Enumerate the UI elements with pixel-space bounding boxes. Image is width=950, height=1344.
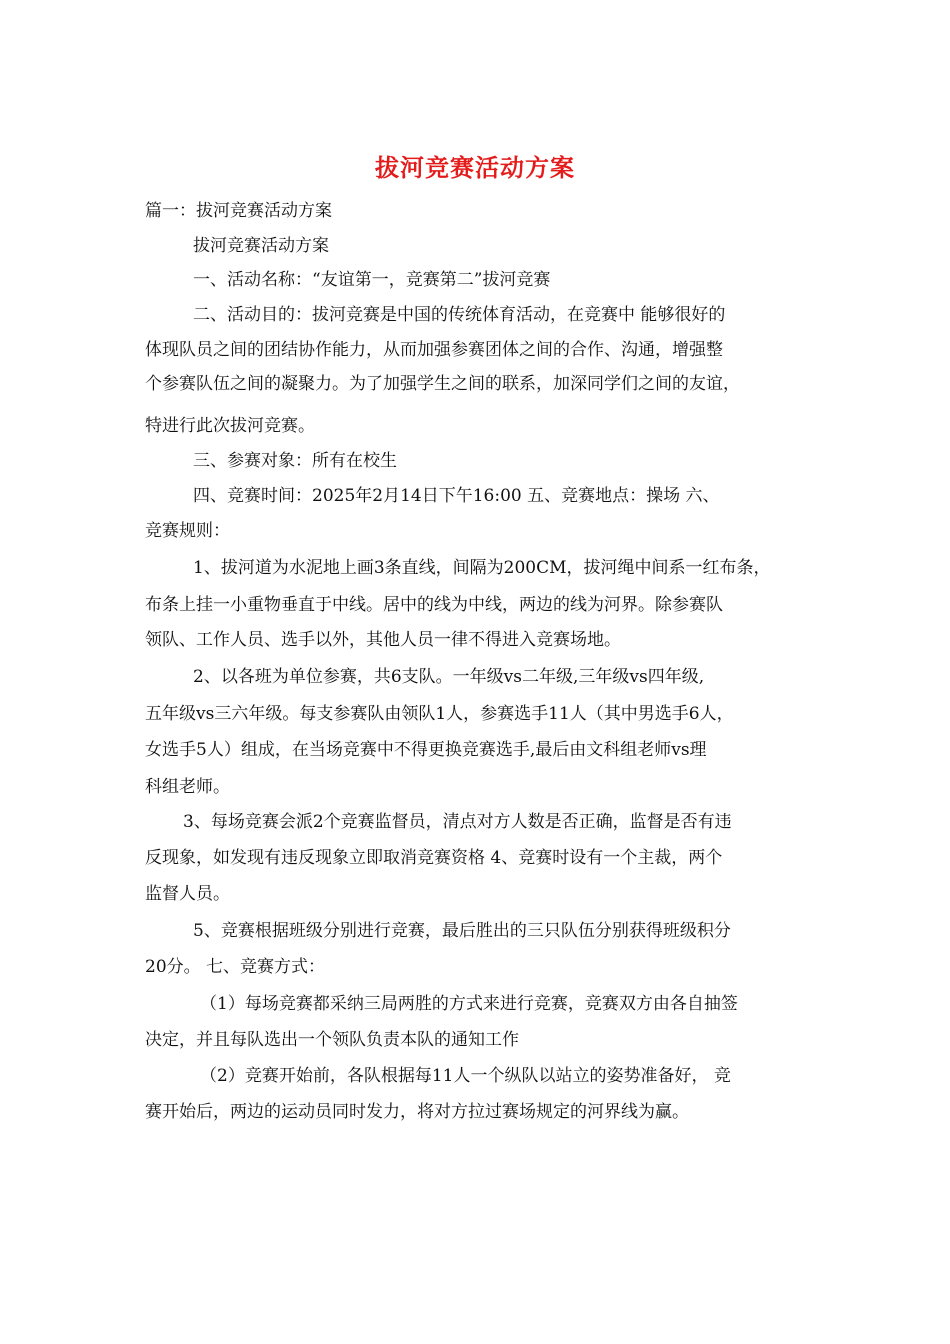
body-line: 决定，并且每队选出一个领队负责本队的通知工作 — [145, 1030, 519, 1050]
body-line: 篇一：拔河竞赛活动方案 — [145, 201, 332, 221]
body-line: 二、活动目的：拔河竞赛是中国的传统体育活动，在竞赛中 能够很好的 — [193, 305, 726, 325]
document-title: 拔河竞赛活动方案 — [375, 153, 575, 182]
body-line: 监督人员。 — [145, 884, 230, 904]
body-line: 四、竞赛时间：2025年2月14日下午16:00 五、竞赛地点：操场 六、 — [193, 486, 720, 506]
body-line: 3、每场竞赛会派2个竞赛监督员，清点对方人数是否正确，监督是否有违 — [183, 812, 732, 832]
body-line: 赛开始后，两边的运动员同时发力，将对方拉过赛场规定的河界线为赢。 — [145, 1102, 689, 1122]
body-line: 领队、工作人员、选手以外，其他人员一律不得进入竞赛场地。 — [145, 630, 621, 650]
body-line: （2）竞赛开始前，各队根据每11人一个纵队以站立的姿势准备好， 竞 — [200, 1066, 731, 1086]
body-line: 反现象，如发现有违反现象立即取消竞赛资格 4、竞赛时设有一个主裁，两个 — [145, 848, 723, 868]
body-line: 一、活动名称：“友谊第一，竞赛第二”拔河竞赛 — [193, 270, 551, 290]
body-line: 体现队员之间的团结协作能力，从而加强参赛团体之间的合作、沟通，增强整 — [145, 340, 723, 360]
body-line: 1、拔河道为水泥地上画3条直线，间隔为200CM，拔河绳中间系一红布条， — [193, 558, 771, 578]
body-line: 20分。 七、竞赛方式： — [145, 957, 326, 977]
body-line: 5、竞赛根据班级分别进行竞赛，最后胜出的三只队伍分别获得班级积分 — [193, 921, 731, 941]
body-line: 竞赛规则： — [145, 521, 230, 541]
body-line: 2、以各班为单位参赛，共6支队。一年级vs二年级,三年级vs四年级, — [193, 667, 705, 687]
body-line: （1）每场竞赛都采纳三局两胜的方式来进行竞赛，竞赛双方由各自抽签 — [200, 994, 738, 1014]
body-line: 五年级vs三六年级。每支参赛队由领队1人，参赛选手11人（其中男选手6人， — [145, 704, 734, 724]
body-line: 科组老师。 — [145, 777, 230, 797]
body-line: 个参赛队伍之间的凝聚力。为了加强学生之间的联系，加深同学们之间的友谊， — [145, 374, 740, 394]
body-line: 拔河竞赛活动方案 — [193, 236, 329, 256]
body-line: 布条上挂一小重物垂直于中线。居中的线为中线，两边的线为河界。除参赛队 — [145, 595, 723, 615]
body-line: 特进行此次拔河竞赛。 — [145, 416, 315, 436]
body-line: 三、参赛对象：所有在校生 — [193, 451, 397, 471]
body-line: 女选手5人）组成，在当场竞赛中不得更换竞赛选手,最后由文科组老师vs理 — [145, 740, 707, 760]
